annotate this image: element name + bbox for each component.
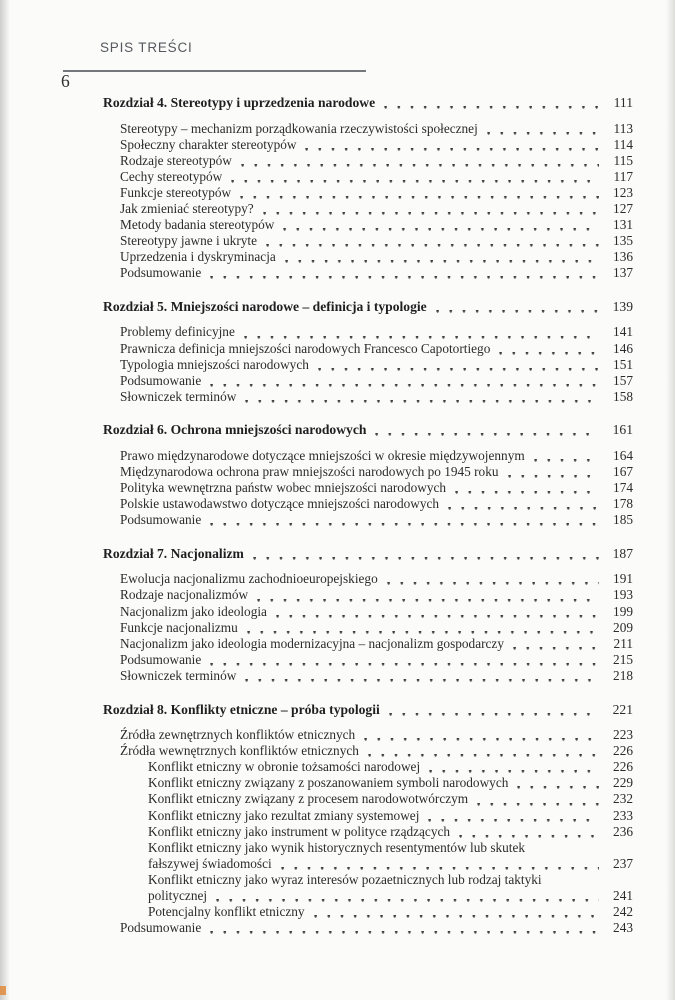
dot-leader [210, 523, 599, 528]
entry-page: 137 [613, 265, 633, 281]
entry-page: 178 [613, 496, 633, 512]
entry-label: Konflikt etniczny jako wyraz interesów pozaetnicznych lub rodzaj taktyki [148, 871, 542, 887]
entry-label: Rodzaje stereotypów [120, 152, 232, 168]
toc-entry-row [103, 904, 633, 920]
dot-leader [231, 180, 599, 185]
dot-leader [487, 132, 599, 137]
entry-page: 226 [613, 743, 633, 759]
entry-page: 242 [613, 904, 633, 920]
toc-entry-row [103, 324, 633, 340]
toc-entry-row [103, 727, 633, 743]
entry-page: 185 [613, 512, 633, 528]
entry-label: Problemy definicyjne [120, 324, 235, 340]
entry-label: Uprzedzenia i dyskryminacja [120, 249, 276, 265]
dot-leader [210, 931, 599, 936]
scan-edge-right [666, 0, 675, 1000]
entry-label: fałszywej świadomości [148, 855, 272, 871]
dot-leader [305, 148, 599, 153]
entry-page: 174 [613, 480, 633, 496]
entry-label: Funkcje stereotypów [120, 184, 232, 200]
toc-entry-row [103, 233, 633, 249]
toc-list [103, 90, 633, 936]
toc-entry-row [103, 604, 633, 620]
entry-label: Źródła wewnętrznych konfliktów etnicznych [120, 743, 359, 759]
toc-entry-row [103, 636, 633, 652]
entry-label: Konflikt etniczny w obronie tożsamości narodowej [148, 759, 421, 775]
entry-page: 236 [613, 823, 633, 839]
dot-leader [499, 352, 599, 357]
entry-label: Konflikt etniczny jako instrument w polityce rządzących [148, 823, 451, 839]
toc-entry-row [103, 775, 633, 791]
toc-entry-row [103, 512, 633, 528]
entry-label: Prawnicza definicja mniejszości narodowych Francesco Capotortiego [120, 340, 491, 356]
entry-label: Rozdział 4. Stereotypy i uprzedzenia narodowe [103, 95, 376, 110]
entry-page: 114 [613, 136, 633, 152]
entry-page: 199 [613, 603, 633, 619]
entry-page: 167 [613, 464, 633, 479]
entry-page: 209 [613, 619, 633, 635]
toc-entry-row [103, 341, 633, 357]
toc-entry-row [103, 357, 633, 373]
dot-leader [387, 582, 599, 587]
entry-label: Rozdział 8. Konflikty etniczne – próba typologii [103, 701, 380, 717]
dot-leader [364, 738, 599, 743]
entry-page: 117 [613, 168, 633, 184]
entry-page: 111 [613, 95, 633, 110]
dot-leader [428, 819, 599, 824]
toc-chapter-row [103, 421, 633, 438]
entry-label: Podsumowanie [120, 920, 202, 936]
dot-leader [285, 260, 599, 265]
toc-entry-row [103, 808, 633, 824]
dot-leader [253, 557, 599, 562]
entry-page: 221 [612, 701, 633, 717]
dot-leader [263, 212, 599, 217]
entry-page: 211 [613, 635, 633, 651]
entry-label: Funkcje nacjonalizmu [120, 619, 238, 635]
toc-entry-row [103, 389, 633, 405]
toc-entry-continuation-row [103, 888, 633, 904]
entry-page: 191 [613, 571, 633, 587]
toc-entry-row [103, 759, 633, 775]
entry-page: 243 [613, 920, 633, 936]
dot-leader [210, 384, 599, 389]
dot-leader [283, 228, 599, 233]
entry-page: 146 [613, 340, 633, 356]
entry-label: Konflikt etniczny jako rezultat zmiany systemowej [148, 807, 420, 823]
entry-page: 237 [613, 855, 633, 871]
scan-edge-left [0, 0, 10, 1000]
toc-entry-row [103, 920, 633, 936]
entry-label: Podsumowanie [120, 512, 202, 528]
entry-label: Konflikt etniczny związany z poszanowaniem symboli narodowych [148, 775, 509, 791]
page-header-title: SPIS TREŚCI [100, 40, 193, 55]
toc-entry-row [103, 872, 633, 888]
entry-page: 141 [613, 324, 633, 340]
entry-label: Podsumowanie [120, 265, 202, 281]
entry-label: Polskie ustawodawstwo dotyczące mniejszości narodowych [120, 496, 440, 512]
dot-leader [245, 400, 599, 405]
toc-entry-row [103, 153, 633, 169]
entry-page: 123 [613, 184, 633, 200]
entry-label: Rozdział 5. Mniejszości narodowe – definicja i typologie [103, 298, 427, 314]
dot-leader [384, 106, 599, 111]
toc-entry-row [103, 185, 633, 201]
entry-page: 135 [613, 233, 633, 249]
toc-entry-row [103, 791, 633, 807]
toc-entry-row [103, 571, 633, 587]
toc-entry-continuation-row [103, 856, 633, 872]
toc-entry-row [103, 743, 633, 759]
toc-entry-row [103, 265, 633, 281]
dot-leader [508, 475, 600, 480]
dot-leader [448, 507, 599, 512]
toc-entry-row [103, 121, 633, 137]
toc-entry-row [103, 137, 633, 153]
entry-page: 187 [612, 545, 633, 561]
toc-entry-row [103, 464, 633, 480]
dot-leader [513, 647, 599, 652]
entry-label: Słowniczek terminów [120, 667, 237, 683]
dot-leader [245, 679, 599, 684]
entry-page: 233 [613, 807, 633, 823]
toc-entry-row [103, 668, 633, 684]
entry-label: Konflikt etniczny związany z procesem narodowotwórczym [148, 791, 469, 807]
toc-entry-row [103, 496, 633, 512]
toc-entry-row [103, 652, 633, 668]
toc-chapter-row [103, 94, 633, 111]
dot-leader [389, 713, 599, 718]
toc-chapter-row [103, 298, 633, 315]
toc-entry-row [103, 217, 633, 233]
dot-leader [534, 459, 599, 464]
dot-leader [477, 803, 599, 808]
toc-entry-row [103, 373, 633, 389]
entry-label: Międzynarodowa ochrona praw mniejszości narodowych po 1945 roku [120, 464, 499, 479]
entry-page: 158 [613, 388, 633, 404]
entry-label: Cechy stereotypów [120, 168, 223, 184]
entry-label: Stereotypy – mechanizm porządkowania rzeczywistości społecznej [120, 120, 478, 136]
entry-page: 136 [613, 249, 633, 265]
dot-leader [318, 368, 599, 373]
entry-page: 127 [613, 200, 633, 216]
entry-label: Ewolucja nacjonalizmu zachodnioeuropejskiego [120, 571, 378, 587]
entry-page: 113 [613, 120, 633, 136]
entry-label: Konflikt etniczny jako wynik historycznych resentymentów lub skutek [148, 839, 526, 855]
entry-label: Typologia mniejszości narodowych [120, 356, 309, 372]
dot-leader [375, 433, 599, 438]
dot-leader [314, 915, 599, 920]
entry-page: 151 [613, 356, 633, 372]
entry-page: 241 [613, 887, 633, 903]
entry-page: 164 [613, 447, 633, 463]
dot-leader [210, 276, 599, 281]
toc-chapter-row [103, 545, 633, 562]
header-rule [63, 70, 366, 72]
toc-entry-row [103, 824, 633, 840]
dot-leader [241, 164, 599, 169]
entry-label: Podsumowanie [120, 651, 202, 667]
entry-label: Nacjonalizm jako ideologia modernizacyjna – nacjonalizm gospodarczy [120, 635, 504, 651]
dot-leader [257, 599, 599, 604]
entry-label: Polityka wewnętrzna państw wobec mniejszości narodowych [120, 480, 447, 496]
dot-leader [517, 786, 599, 791]
scan-artifact [0, 986, 6, 995]
entry-page: 157 [613, 372, 633, 388]
entry-label: Prawo międzynarodowe dotyczące mniejszości w okresie międzywojennym [120, 447, 525, 463]
dot-leader [276, 615, 599, 620]
entry-page: 229 [613, 775, 633, 791]
entry-label: Społeczny charakter stereotypów [120, 136, 297, 152]
entry-page: 161 [612, 422, 633, 438]
toc-entry-row [103, 201, 633, 217]
entry-label: Źródła zewnętrznych konfliktów etnicznych [120, 727, 356, 743]
entry-page: 215 [613, 651, 633, 667]
entry-label: Potencjalny konflikt etniczny [148, 904, 305, 920]
entry-label: Rodzaje nacjonalizmów [120, 587, 249, 603]
dot-leader [455, 491, 599, 496]
entry-label: Metody badania stereotypów [120, 217, 275, 233]
dot-leader [436, 310, 599, 315]
toc-entry-row [103, 480, 633, 496]
toc-entry-row [103, 620, 633, 636]
entry-page: 223 [613, 727, 633, 743]
entry-page: 115 [613, 152, 633, 168]
toc-entry-row [103, 448, 633, 464]
dot-leader [210, 663, 599, 668]
dot-leader [266, 244, 599, 249]
dot-leader [240, 196, 599, 201]
toc-chapter-row [103, 701, 633, 718]
toc-entry-row [103, 587, 633, 603]
entry-page: 193 [613, 587, 633, 603]
entry-label: Rozdział 7. Nacjonalizm [103, 545, 244, 561]
entry-label: Nacjonalizm jako ideologia [120, 603, 267, 619]
entry-label: politycznej [148, 887, 208, 903]
entry-page: 139 [612, 298, 633, 314]
entry-page: 226 [613, 759, 633, 775]
toc-entry-row [103, 840, 633, 856]
entry-page: 218 [613, 667, 633, 683]
entry-label: Stereotypy jawne i ukryte [120, 233, 257, 249]
entry-label: Podsumowanie [120, 372, 202, 388]
page-number: 6 [61, 71, 70, 91]
entry-page: 131 [613, 217, 633, 233]
entry-page: 232 [613, 791, 633, 807]
entry-label: Słowniczek terminów [120, 388, 237, 404]
entry-label: Rozdział 6. Ochrona mniejszości narodowych [103, 422, 367, 438]
toc-entry-row [103, 169, 633, 185]
entry-label: Jak zmieniać stereotypy? [120, 200, 254, 216]
toc-entry-row [103, 249, 633, 265]
